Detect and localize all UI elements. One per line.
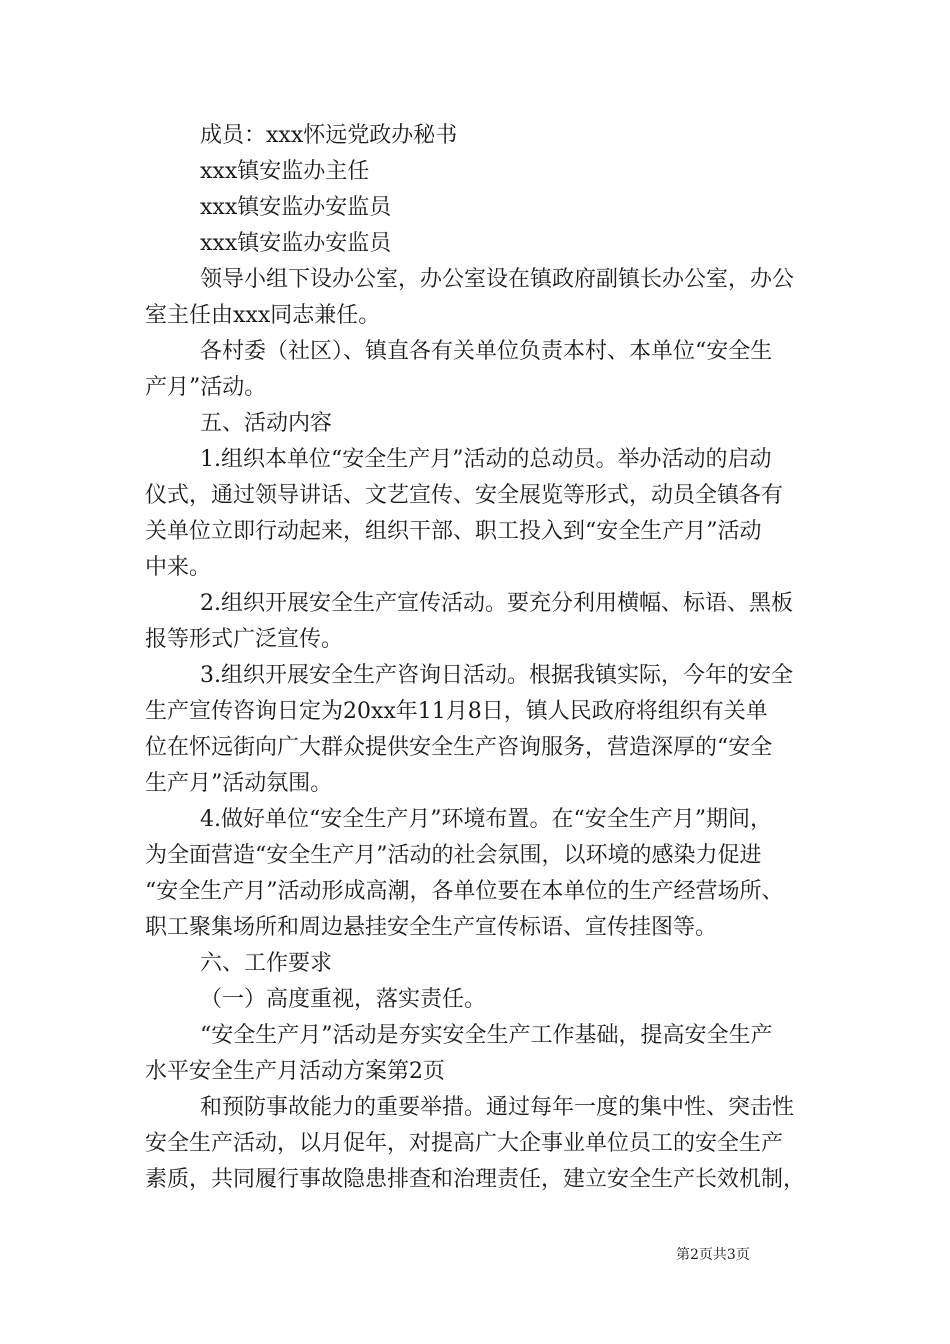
text-line: 生产宣传咨询日定为20xx年11月8日，镇人民政府将组织有关单: [145, 699, 768, 724]
text-line: 位在怀远街向广大群众提供安全生产咨询服务，营造深厚的“安全: [145, 735, 773, 760]
text-line: xxx镇安监办安监员: [200, 195, 392, 220]
text-line: 水平安全生产月活动方案第2页: [145, 1059, 445, 1084]
text-line: 4.做好单位“安全生产月”环境布置。在“安全生产月”期间，: [200, 807, 772, 832]
text-line: 成员：xxx怀远党政办秘书: [200, 123, 458, 148]
document-body: [145, 118, 811, 1198]
text-line: 五、活动内容: [200, 411, 333, 436]
page-footer: 第2页共3页: [676, 1247, 750, 1263]
text-line: 和预防事故能力的重要举措。通过每年一度的集中性、突击性: [200, 1095, 795, 1120]
text-line: 仪式，通过领导讲话、文艺宣传、安全展览等形式，动员全镇各有: [145, 483, 784, 508]
text-line: 素质，共同履行事故隐患排查和治理责任，建立安全生产长效机制，: [145, 1167, 806, 1192]
text-line: 关单位立即行动起来，组织干部、职工投入到“安全生产月”活动: [145, 519, 762, 544]
text-line: “安全生产月”活动是夯实安全生产工作基础，提高安全生产: [200, 1023, 773, 1048]
text-line: 安全生产活动，以月促年，对提高广大企事业单位员工的安全生产: [145, 1131, 784, 1156]
text-line: 3.组织开展安全生产咨询日活动。根据我镇实际，今年的安全: [200, 663, 793, 688]
text-line: 为全面营造“安全生产月”活动的社会氛围，以环境的感染力促进: [145, 843, 762, 868]
text-line: “安全生产月”活动形成高潮，各单位要在本单位的生产经营场所、: [145, 879, 784, 904]
text-line: 中来。: [145, 555, 212, 580]
text-line: xxx镇安监办安监员: [200, 231, 392, 256]
text-line: 室主任由xxx同志兼任。: [145, 303, 381, 328]
text-line: 职工聚集场所和周边悬挂安全生产宣传标语、宣传挂图等。: [145, 915, 718, 940]
text-line: 六、工作要求: [200, 951, 333, 976]
text-line: xxx镇安监办主任: [200, 159, 370, 184]
text-line: 1.组织本单位“安全生产月”活动的总动员。举办活动的启动: [200, 447, 772, 472]
text-line: 生产月”活动氛围。: [145, 771, 333, 796]
text-line: 2.组织开展安全生产宣传活动。要充分利用横幅、标语、黑板: [200, 591, 793, 616]
text-line: （一）高度重视，落实责任。: [200, 987, 487, 1012]
text-line: 报等形式广泛宣传。: [145, 627, 344, 652]
text-line: 各村委（社区）、镇直各有关单位负责本村、本单位“安全生: [200, 339, 773, 364]
text-line: 领导小组下设办公室，办公室设在镇政府副镇长办公室，办公: [200, 267, 795, 292]
text-line: 产月”活动。: [145, 375, 267, 400]
